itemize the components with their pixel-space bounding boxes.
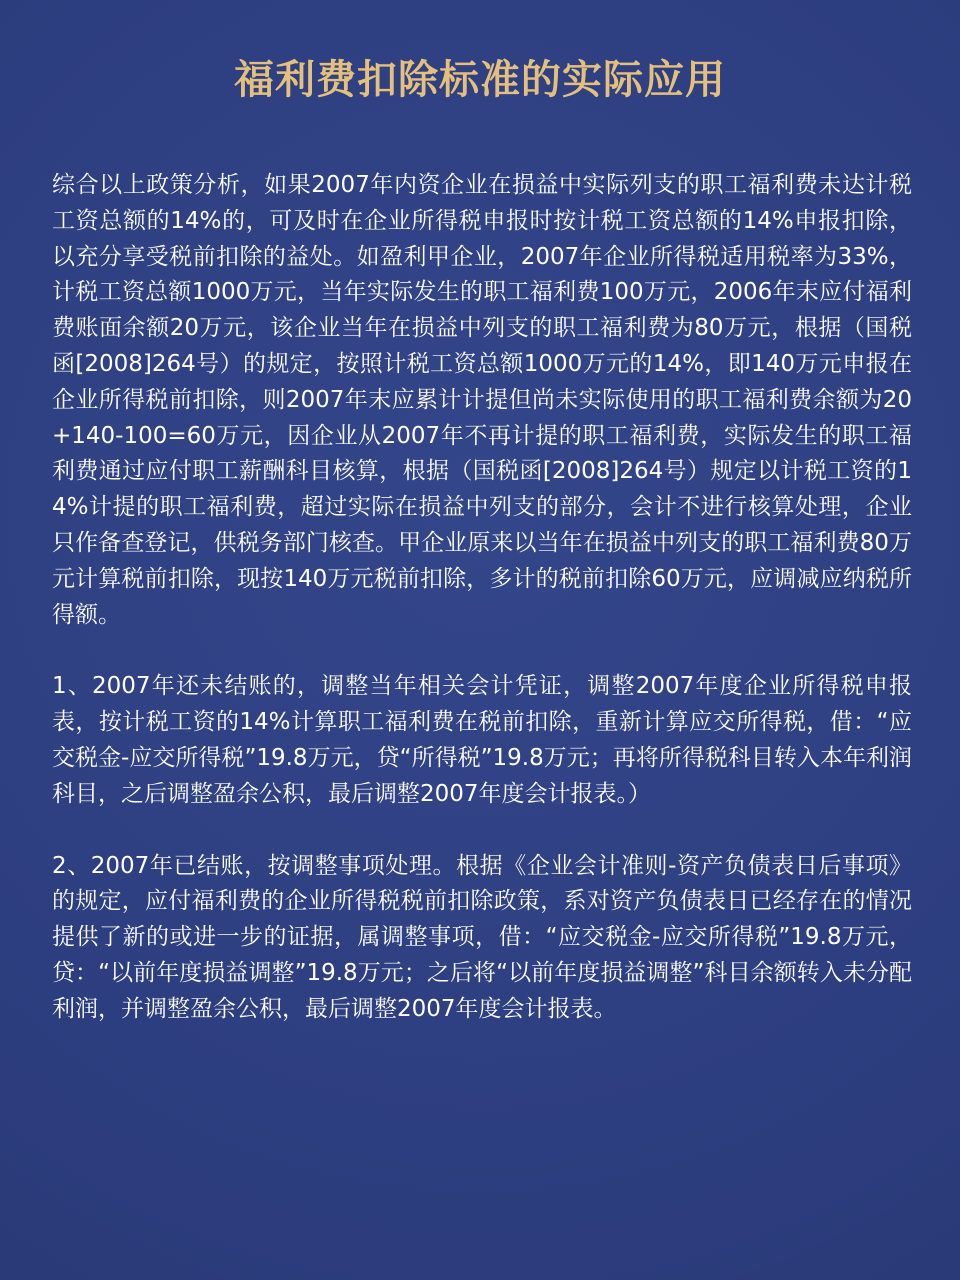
page-title: 福利费扣除标准的实际应用 xyxy=(234,57,726,103)
paragraph-intro: 综合以上政策分析，如果2007年内资企业在损益中实际列支的职工福利费未达计税工资总额的14%的，可及时在企业所得税申报时按计税工资总额的14%申报扣除，以充分享受税前扣除的益处。如盈利甲企业，2007年企业所得税适用税率为33%，计税工资总额1000万元，当年实际发生的职工福利费100万元，2006年末应付福利费账面余额20万元，该企业当年在损益中列支的职工福利费为80万元，根据（国税函[2008]264号）的规定，按照计税工资总额1000万元的14%，即140万元申报在企业所得税前扣除，则2007年末应累计计提但尚未实际使用的职工福利费余额为20+140-100=60万元，因企业从2007年不再计提的职工福利费，实际发生的职工福利费通过应付职工薪酬科目核算，根据（国税函[2008]264号）规定以计税工资的14%计提的职工福利费，超过实际在损益中列支的部分，会计不进行核算处理，企业只作备查登记，供税务部门核查。甲企业原来以当年在损益中列支的职工福利费80万元计算税前扣除，现按140万元税前扣除，多计的税前扣除60万元，应调减应纳税所得额。 xyxy=(52,172,912,628)
article-body xyxy=(52,168,912,1028)
paragraph-case-2: 2、2007年已结账，按调整事项处理。根据《企业会计准则-资产负债表日后事项》的规定，应付福利费的企业所得税税前扣除政策，系对资产负债表日已经存在的情况提供了新的或进一步的证据，属调整事项，借：“应交税金-应交所得税”19.8万元，贷：“以前年度损益调整”19.8万元；之后将“以前年度损益调整”科目余额转入未分配利润，并调整盈余公积，最后调整2007年度会计报表。 xyxy=(52,852,912,1022)
paragraph-case-1: 1、2007年还未结账的，调整当年相关会计凭证，调整2007年度企业所得税申报表，按计税工资的14%计算职工福利费在税前扣除，重新计算应交所得税，借：“应交税金-应交所得税”19.8万元，贷“所得税”19.8万元；再将所得税科目转入本年利润科目，之后调整盈余公积，最后调整2007年度会计报表。） xyxy=(52,673,912,807)
